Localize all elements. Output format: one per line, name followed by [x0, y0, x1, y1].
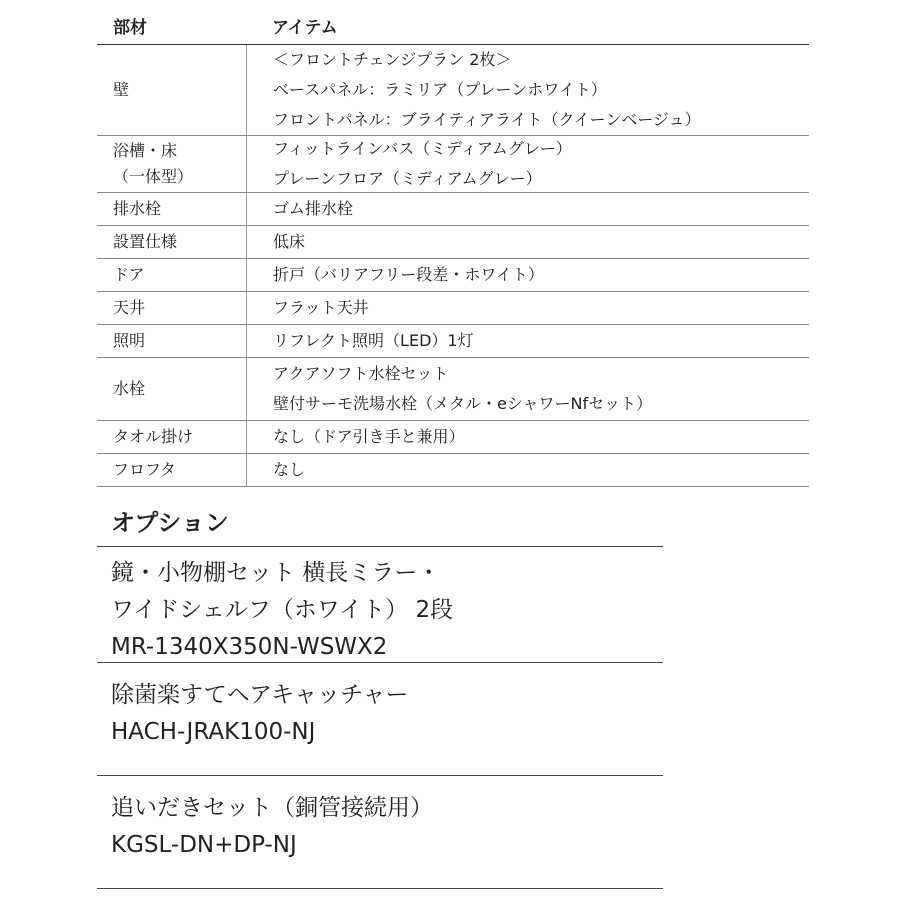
options-list [97, 547, 663, 889]
item-cell [246, 454, 809, 486]
item-cell [246, 325, 809, 357]
part-text: 照明 [113, 331, 146, 350]
part-cell [97, 358, 246, 420]
item-cell [246, 421, 809, 453]
part-cell [97, 193, 246, 225]
table-row [97, 421, 809, 454]
item-text: フラット天井 [273, 298, 369, 317]
item-text: フィットラインバス（ミディアムグレー） [273, 139, 572, 158]
item-cell [246, 292, 809, 324]
item-text: フロントパネル：ブライティアライト（クイーンベージュ） [273, 110, 701, 129]
part-text: フロフタ [113, 460, 176, 479]
table-row [97, 226, 809, 259]
spec-rows [97, 45, 809, 487]
option-model-number: MR-1340X350N-WSWX2 [111, 634, 388, 660]
item-cell [246, 226, 809, 258]
option-name: 追いだきセット（銅管接続用） [111, 795, 433, 821]
item-text: ＜フロントチェンジプラン 2枚＞ [273, 50, 512, 69]
option-item [97, 776, 663, 889]
item-text: プレーンフロア（ミディアムグレー） [273, 169, 542, 188]
option-item [97, 547, 663, 663]
table-row [97, 292, 809, 325]
part-text: 水栓 [113, 379, 146, 398]
part-cell [97, 259, 246, 291]
item-cell [246, 358, 809, 420]
option-item [97, 663, 663, 776]
table-row [97, 358, 809, 421]
item-cell [246, 45, 809, 135]
option-name: 除菌楽すてヘアキャッチャー [111, 682, 409, 708]
part-cell [97, 45, 246, 135]
item-text: リフレクト照明（LED）1灯 [273, 331, 474, 350]
spec-table-header [97, 6, 809, 45]
spec-table [97, 6, 809, 487]
item-text: アクアソフト水栓セット [273, 364, 449, 383]
table-row [97, 259, 809, 292]
option-name: ワイドシェルフ（ホワイト） 2段 [111, 597, 454, 623]
options-title: オプション [97, 500, 663, 547]
options-section [97, 500, 663, 889]
part-cell [97, 226, 246, 258]
item-text: 低床 [273, 232, 306, 251]
part-text: 浴槽・床 [113, 141, 178, 160]
item-text: なし（ドア引き手と兼用） [273, 427, 465, 446]
item-cell [246, 136, 809, 192]
header-item: アイテム [272, 17, 338, 38]
part-text: 天井 [113, 298, 146, 317]
part-cell [97, 325, 246, 357]
table-row [97, 454, 809, 487]
part-text: 壁 [113, 80, 130, 99]
table-row [97, 325, 809, 358]
part-text: （一体型） [113, 167, 194, 186]
option-model-number: KGSL-DN+DP-NJ [111, 832, 297, 858]
item-text: 折戸（バリアフリー段差・ホワイト） [273, 265, 544, 284]
option-name: 鏡・小物棚セット 横長ミラー・ [111, 560, 441, 586]
table-row [97, 193, 809, 226]
header-part: 部材 [113, 17, 147, 38]
part-cell [97, 292, 246, 324]
table-row [97, 45, 809, 136]
part-text: ドア [113, 265, 145, 284]
part-text: 排水栓 [113, 199, 162, 218]
option-model-number: HACH-JRAK100-NJ [111, 719, 316, 745]
part-text: 設置仕様 [113, 232, 178, 251]
part-cell [97, 421, 246, 453]
table-row [97, 136, 809, 193]
part-text: タオル掛け [113, 427, 194, 446]
item-text: 壁付サーモ洗場水栓（メタル・eシャワーNfセット） [273, 394, 653, 413]
item-text: なし [273, 460, 306, 479]
item-text: ゴム排水栓 [273, 199, 354, 218]
item-text: ベースパネル：ラミリア（プレーンホワイト） [273, 80, 607, 99]
item-cell [246, 259, 809, 291]
item-cell [246, 193, 809, 225]
part-cell [97, 136, 246, 192]
part-cell [97, 454, 246, 486]
